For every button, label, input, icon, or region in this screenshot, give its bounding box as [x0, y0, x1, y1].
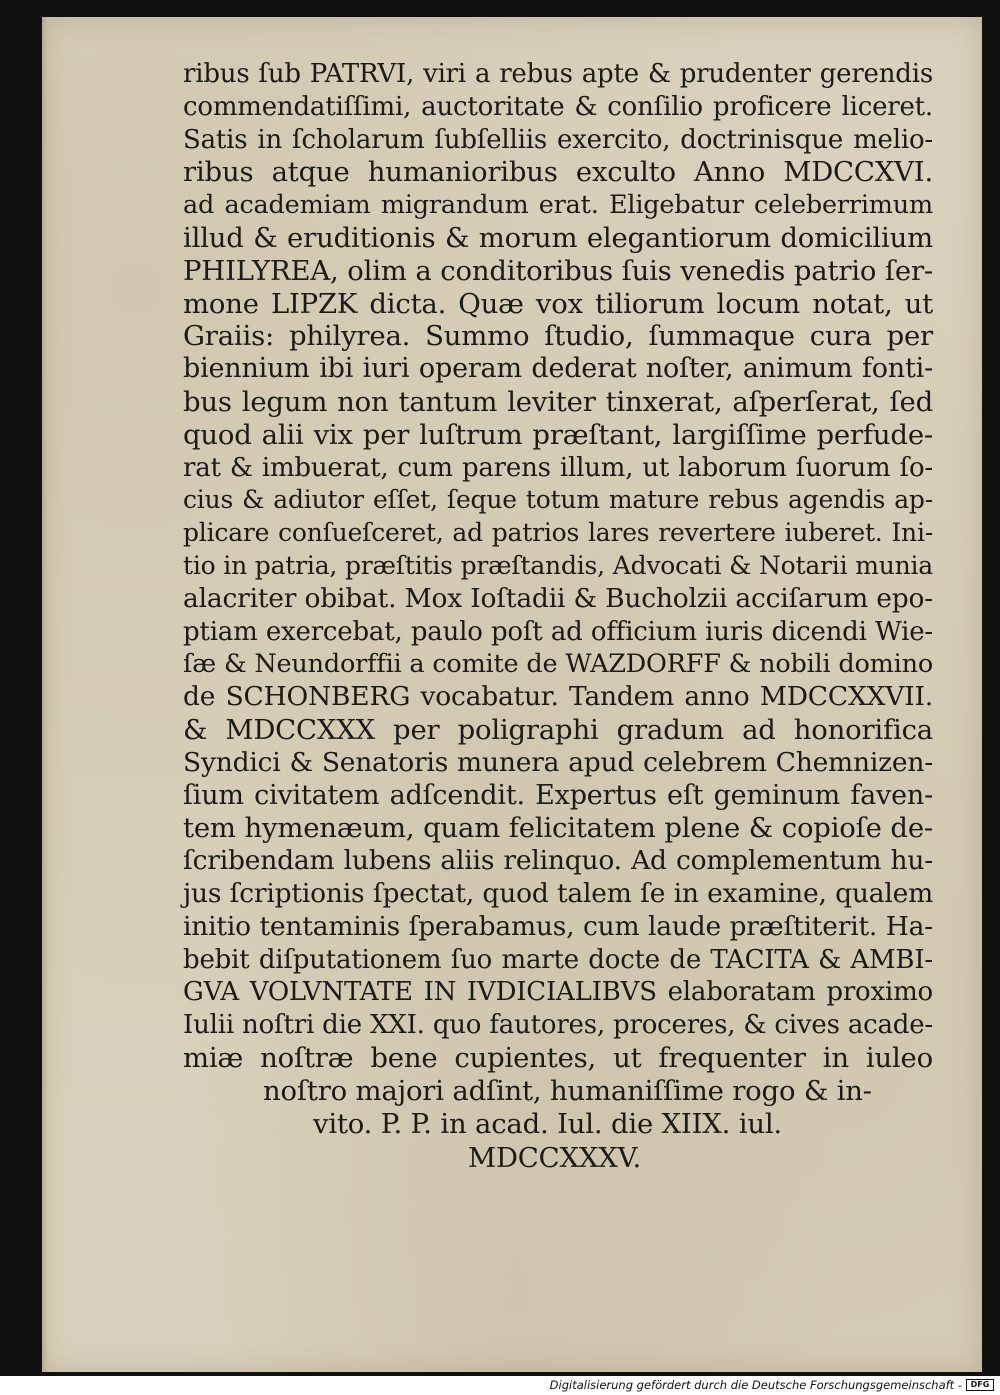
text-line: tio in patria, præſtitis præſtandis, Advocati & Notarii munia	[183, 550, 933, 580]
text-line: biennium ibi iuri operam dederat noſter, animum fonti-	[183, 353, 933, 385]
page-edge-shadow	[42, 17, 48, 1372]
text-line: ſcribendam lubens aliis relinquo. Ad complementum hu-	[183, 845, 933, 877]
text-line: Syndici & Senatoris munera apud celebrem Chemnizen-	[183, 746, 933, 778]
text-line: miæ noſtræ bene cupientes, ut frequenter in iuleo	[183, 1041, 933, 1074]
text-line: ptiam exercebat, paulo poſt ad officium iuris dicendi Wie-	[183, 616, 933, 647]
text-line: rat & imbuerat, cum parens illum, ut laborum ſuorum ſo-	[183, 452, 933, 483]
text-line: bus legum non tantum leviter tinxerat, aſperſerat, ſed	[183, 385, 933, 418]
text-line: jus ſcriptionis ſpectat, quod talem ſe in examine, qualem	[183, 877, 933, 909]
text-line: ribus atque humanioribus exculto Anno MDCCXVI.	[183, 156, 933, 189]
body-text	[183, 58, 933, 1175]
text-line: Iulii noſtri die XXI. quo fautores, proceres, & cives acade-	[183, 1010, 933, 1041]
text-line: tem hymenæum, quam felicitatem plene & copioſe de-	[183, 812, 933, 845]
text-line: plicare conſueſceret, ad patrios lares revertere iuberet. Ini-	[183, 518, 933, 548]
text-line: mone LIPZK dicta. Quæ vox tiliorum locum notat, ut	[183, 287, 933, 320]
text-line: ribus ſub PATRVI, viri a rebus apte & prudenter gerendis	[183, 59, 933, 89]
dfg-logo: DFG	[966, 1379, 994, 1391]
text-line: Satis in ſcholarum ſubſelliis exercito, doctrinisque melio-	[183, 124, 933, 155]
text-line: Graiis: philyrea. Summo ſtudio, ſummaque cura per	[183, 320, 933, 353]
text-line: GVA VOLVNTATE IN IVDICIALIBVS elaboratam proximo	[183, 977, 933, 1008]
text-line: ſæ & Neundorffii a comite de WAZDORFF & nobili domino	[183, 649, 933, 680]
digitization-footer	[0, 1376, 1000, 1395]
text-line: alacriter obibat. Mox Ioſtadii & Bucholzii acciſarum epo-	[183, 582, 933, 614]
text-line: bebit diſputationem ſuo marte docte de TACITA & AMBI-	[183, 944, 933, 975]
closing-line: vito. P. P. in acad. Iul. die XIIX. iul.	[313, 1107, 782, 1140]
text-line: PHILYREA, olim a conditoribus ſuis venedis patrio ſer-	[183, 254, 933, 287]
text-line: commendatiſſimi, auctoritate & conſilio proficere liceret.	[183, 91, 933, 122]
text-line: de SCHONBERG vocabatur. Tandem anno MDCCXXVII.	[183, 681, 933, 713]
closing-line: noſtro majori adſint, humaniſſime rogo & in-	[263, 1074, 872, 1107]
text-line: ad academiam migrandum erat. Eligebatur celeberrimum	[183, 190, 933, 221]
text-line: ſium civitatem adſcendit. Expertus eſt geminum faven-	[183, 779, 933, 811]
text-line: illud & eruditionis & morum elegantiorum domicilium	[183, 221, 933, 254]
date-line: MDCCXXXV.	[468, 1142, 642, 1175]
funding-credit: Digitalisierung gefördert durch die Deutsche Forschungsgemeinschaft -	[549, 1378, 962, 1392]
text-line: cius & adiutor eſſet, ſeque totum mature rebus agendis ap-	[183, 485, 933, 515]
text-line: initio tentaminis ſperabamus, cum laude præſtiterit. Ha-	[183, 910, 933, 942]
text-line: & MDCCXXX per poligraphi gradum ad honorifica	[183, 713, 933, 746]
text-line: quod alii vix per luſtrum præſtant, largiſſime perfude-	[183, 418, 933, 451]
